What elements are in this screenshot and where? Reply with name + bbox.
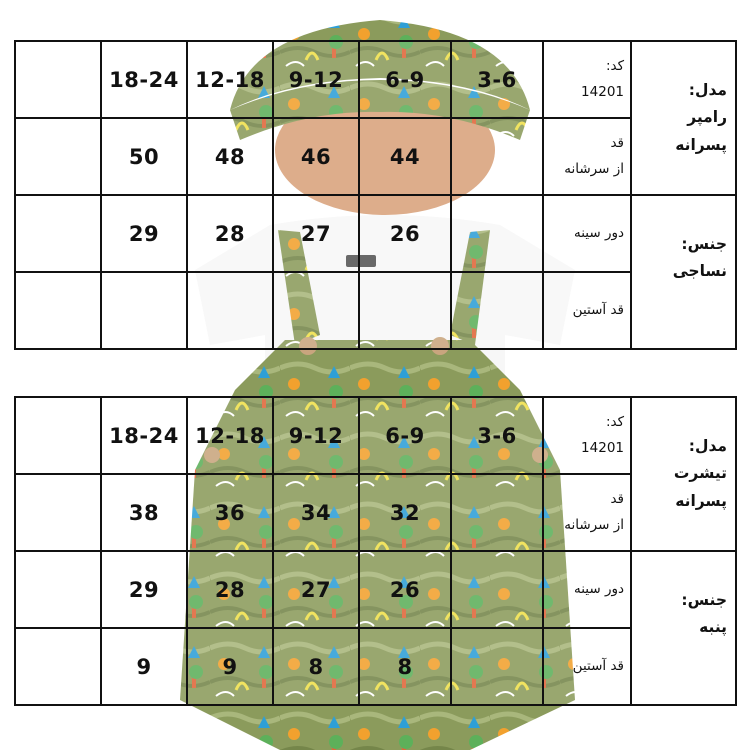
tshirt-size-table: [14, 396, 737, 706]
size-cell: 9-12: [273, 397, 359, 474]
sleeve-cell: 8: [273, 628, 359, 705]
material-value: نساجی: [672, 262, 727, 281]
material-cell: [631, 195, 736, 349]
model-cell: [631, 397, 736, 551]
height-cell: 46: [273, 118, 359, 195]
empty-cell: [15, 551, 101, 628]
sleeve-cell: [451, 272, 543, 349]
size-cell: 3-6: [451, 41, 543, 118]
chest-cell: 26: [359, 551, 451, 628]
size-cell: 3-6: [451, 397, 543, 474]
height-cell: 36: [187, 474, 273, 551]
chest-cell: 29: [101, 551, 187, 628]
code-label: کد:: [605, 57, 624, 74]
material-value: پنبه: [699, 618, 727, 637]
empty-cell: [15, 474, 101, 551]
table-row: [15, 118, 736, 195]
height-label-cell: [543, 474, 631, 551]
model-value: رامپر: [687, 108, 727, 127]
chest-label: دور سینه: [543, 551, 631, 628]
size-cell: 6-9: [359, 397, 451, 474]
sleeve-cell: [359, 272, 451, 349]
size-cell: 12-18: [187, 41, 273, 118]
chest-cell: 29: [101, 195, 187, 272]
sleeve-cell: [273, 272, 359, 349]
size-cell: 18-24: [101, 397, 187, 474]
height-cell: 50: [101, 118, 187, 195]
code-cell: [543, 41, 631, 118]
model-value-2: پسرانه: [675, 491, 727, 510]
height-cell: 32: [359, 474, 451, 551]
height-label: قد: [610, 490, 624, 507]
model-value-2: پسرانه: [675, 135, 727, 154]
code-value: 14201: [581, 83, 624, 100]
table-row: [15, 397, 736, 474]
table-row: [15, 272, 736, 349]
sleeve-cell: 8: [359, 628, 451, 705]
model-label: مدل:: [688, 81, 727, 100]
table-row: [15, 41, 736, 118]
chest-cell: 27: [273, 551, 359, 628]
chest-cell: 26: [359, 195, 451, 272]
height-cell: 34: [273, 474, 359, 551]
chest-cell: 28: [187, 551, 273, 628]
height-cell: 48: [187, 118, 273, 195]
height-sub-label: از سرشانه: [564, 160, 624, 177]
material-cell: [631, 551, 736, 705]
sleeve-cell: [187, 272, 273, 349]
material-label: جنس:: [681, 235, 727, 254]
height-label: قد: [610, 134, 624, 151]
sleeve-cell: [101, 272, 187, 349]
sleeve-cell: 9: [101, 628, 187, 705]
table-row: [15, 628, 736, 705]
height-cell: [451, 474, 543, 551]
size-cell: 18-24: [101, 41, 187, 118]
size-cell: 6-9: [359, 41, 451, 118]
sleeve-label: قد آستین: [543, 628, 631, 705]
height-label-cell: [543, 118, 631, 195]
chest-cell: 28: [187, 195, 273, 272]
romper-size-table: [14, 40, 737, 350]
code-value: 14201: [581, 439, 624, 456]
empty-cell: [15, 118, 101, 195]
empty-cell: [15, 397, 101, 474]
table-row: [15, 551, 736, 628]
code-cell: [543, 397, 631, 474]
empty-cell: [15, 195, 101, 272]
empty-cell: [15, 41, 101, 118]
empty-cell: [15, 272, 101, 349]
height-cell: 44: [359, 118, 451, 195]
sleeve-cell: [451, 628, 543, 705]
chest-cell: [451, 551, 543, 628]
model-label: مدل:: [688, 437, 727, 456]
height-sub-label: از سرشانه: [564, 516, 624, 533]
table-row: [15, 474, 736, 551]
chest-label: دور سینه: [543, 195, 631, 272]
table-row: [15, 195, 736, 272]
material-label: جنس:: [681, 591, 727, 610]
size-cell: 12-18: [187, 397, 273, 474]
model-value: تیشرت: [673, 464, 727, 483]
height-cell: 38: [101, 474, 187, 551]
chest-cell: 27: [273, 195, 359, 272]
height-cell: [451, 118, 543, 195]
chest-cell: [451, 195, 543, 272]
size-cell: 9-12: [273, 41, 359, 118]
code-label: کد:: [605, 413, 624, 430]
sleeve-cell: 9: [187, 628, 273, 705]
sleeve-label: قد آستین: [543, 272, 631, 349]
empty-cell: [15, 628, 101, 705]
model-cell: [631, 41, 736, 195]
